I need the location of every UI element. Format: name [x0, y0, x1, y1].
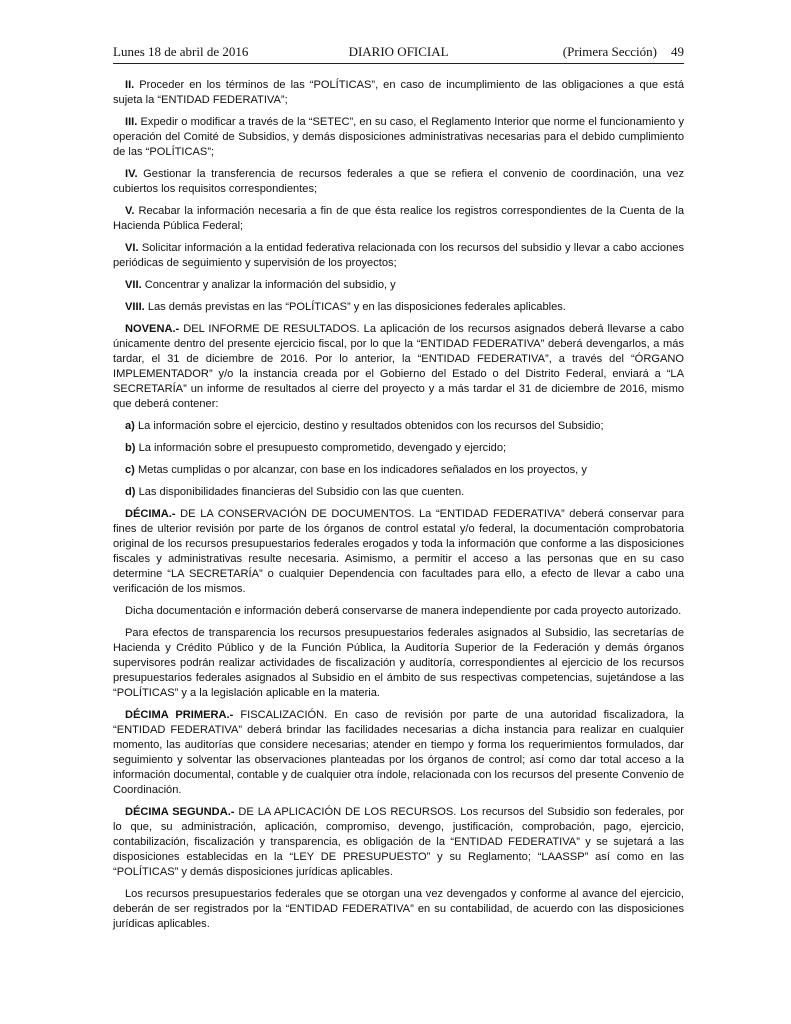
paragraph-lead: VI. — [125, 242, 139, 254]
document-page — [113, 44, 684, 939]
paragraph — [113, 463, 684, 478]
paragraph-text: Las demás previstas en las “POLÍTICAS” y en las disposiciones federales aplicables. — [144, 301, 566, 313]
paragraph — [113, 278, 684, 293]
paragraph-lead: II. — [125, 79, 135, 91]
paragraph — [113, 204, 684, 234]
paragraph — [113, 708, 684, 798]
paragraph-lead: VII. — [125, 279, 142, 291]
paragraph-text: Para efectos de transparencia los recursos presupuestarios federales asignados al Subsidio, las secretarías de Hacienda y Crédito Público y de la Función Pública, la Auditoría Superior de la Federación y demás órganos supervisores podrán realizar actividades de fiscalización y auditoría, correspondientes al ejercicio de los recursos presupuestarios federales asignados al Subsidio en el ámbito de sus respectivas competencias, sujetándose a las “POLÍTICAS” y a la legislación aplicable en la materia. — [113, 627, 684, 699]
paragraph-lead: b) — [125, 442, 136, 454]
paragraph-text: DE LA CONSERVACIÓN DE DOCUMENTOS. La “ENTIDAD FEDERATIVA” deberá conservar para fines de ulterior revisión por parte de los órganos de control estatal y/o federal, la documentación comprobatoria original de los recursos presupuestarios federales erogados y toda la información que conforme a las disposiciones fiscales y administrativas resulte necesaria. Asimismo, a permitir el acceso a las personas que en su caso determine “LA SECRETARÍA” o cualquier Dependencia con facultades para ello, a efecto de llevar a cabo una verificación de los mismos. — [113, 508, 684, 595]
paragraph-lead: DÉCIMA PRIMERA.- — [125, 709, 234, 721]
paragraph-text: Las disponibilidades financieras del Subsidio con las que cuenten. — [135, 486, 465, 498]
paragraph-text: La información sobre el presupuesto comprometido, devengado y ejercido; — [135, 442, 507, 454]
paragraph — [113, 441, 684, 456]
paragraph — [113, 78, 684, 108]
paragraph-lead: d) — [125, 486, 136, 498]
paragraph — [113, 115, 684, 160]
paragraph-lead: DÉCIMA SEGUNDA.- — [125, 806, 235, 818]
paragraph — [113, 887, 684, 932]
paragraph-text: Expedir o modificar a través de la “SETEC”, en su caso, el Reglamento Interior que norme el funcionamiento y operación del Comité de Subsidios, y demás disposiciones administrativas necesarias para el debido cumplimiento de las “POLÍTICAS”; — [113, 116, 684, 158]
paragraph-text: Los recursos presupuestarios federales que se otorgan una vez devengados y conforme al avance del ejercicio, deberán de ser registrados por la “ENTIDAD FEDERATIVA” en su contabilidad, de acuerdo con las disposiciones jurídicas aplicables. — [113, 888, 684, 930]
document-body — [113, 78, 684, 932]
paragraph-text: Gestionar la transferencia de recursos federales a que se refiera el convenio de coordinación, una vez cubiertos los requisitos correspondientes; — [113, 168, 684, 195]
paragraph-lead: III. — [125, 116, 138, 128]
paragraph-text: Solicitar información a la entidad federativa relacionada con los recursos del subsidio y llevar a cabo acciones periódicas de seguimiento y supervisión de los proyectos; — [113, 242, 684, 269]
paragraph-lead: a) — [125, 420, 135, 432]
paragraph — [113, 507, 684, 597]
header-date: Lunes 18 de abril de 2016 — [113, 44, 249, 59]
paragraph — [113, 805, 684, 880]
paragraph-text: Metas cumplidas o por alcanzar, con base en los indicadores señalados en los proyectos, y — [134, 464, 587, 476]
paragraph-lead: DÉCIMA.- — [125, 508, 176, 520]
paragraph-text: La información sobre el ejercicio, destino y resultados obtenidos con los recursos del Subsidio; — [134, 420, 604, 432]
paragraph-lead: c) — [125, 464, 135, 476]
paragraph — [113, 626, 684, 701]
paragraph — [113, 300, 684, 315]
paragraph-lead: V. — [125, 205, 135, 217]
paragraph-text: Concentrar y analizar la información del subsidio, y — [141, 279, 396, 291]
paragraph-lead: VIII. — [125, 301, 145, 313]
header-section: (Primera Sección) — [562, 44, 657, 59]
header-publication: DIARIO OFICIAL — [348, 44, 449, 59]
page-header — [113, 44, 684, 64]
paragraph-text: Recabar la información necesaria a fin de que ésta realice los registros correspondientes de la Cuenta de la Hacienda Pública Federal; — [113, 205, 684, 232]
paragraph-text: DE LA APLICACIÓN DE LOS RECURSOS. Los recursos del Subsidio son federales, por lo que, su administración, aplicación, compromiso, devengo, justificación, comprobación, pago, ejercicio, contabilización, fiscalización y transparencia, es obligación de la “ENTIDAD FEDERATIVA” y se sujetará a las disposiciones establecidas en la “LEY DE PRESUPUESTO” y su Reglamento; “LAASSP” así como en las “POLÍTICAS” y demás disposiciones jurídicas aplicables. — [113, 806, 684, 878]
paragraph — [113, 167, 684, 197]
paragraph-text: Dicha documentación e información deberá conservarse de manera independiente por cada proyecto autorizado. — [125, 605, 682, 617]
paragraph — [113, 322, 684, 412]
paragraph — [113, 485, 684, 500]
paragraph — [113, 241, 684, 271]
paragraph-lead: NOVENA.- — [125, 323, 180, 335]
paragraph-text: Proceder en los términos de las “POLÍTICAS”, en caso de incumplimiento de las obligaciones a que está sujeta la “ENTIDAD FEDERATIVA”; — [113, 79, 684, 106]
header-right — [549, 44, 684, 60]
header-page-number: 49 — [670, 44, 684, 59]
paragraph — [113, 604, 684, 619]
paragraph-text: FISCALIZACIÓN. En caso de revisión por parte de una autoridad fiscalizadora, la “ENTIDAD FEDERATIVA” deberá brindar las facilidades necesarias a dicha instancia para realizar en cualquier momento, las auditorías que considere necesarias; atender en tiempo y forma los requerimientos formulados, dar seguimiento y solventar las observaciones planteadas por los órganos de control; así como dar total acceso a la información documental, contable y de cualquier otra índole, relacionada con los recursos del presente Convenio de Coordinación. — [113, 709, 684, 796]
paragraph — [113, 419, 684, 434]
paragraph-text: DEL INFORME DE RESULTADOS. La aplicación de los recursos asignados deberá llevarse a cabo únicamente dentro del presente ejercicio fiscal, por lo que la “ENTIDAD FEDERATIVA” deberá devengarlos, a más tardar, el 31 de diciembre de 2016. Por lo anterior, la “ENTIDAD FEDERATIVA”, a través del “ÓRGANO IMPLEMENTADOR” y/o la instancia creada por el Gobierno del Estado o del Distrito Federal, enviará a “LA SECRETARÍA” un informe de resultados al cierre del proyecto y a más tardar el 31 de diciembre de 2016, mismo que deberá contener: — [113, 323, 684, 410]
paragraph-lead: IV. — [125, 168, 138, 180]
